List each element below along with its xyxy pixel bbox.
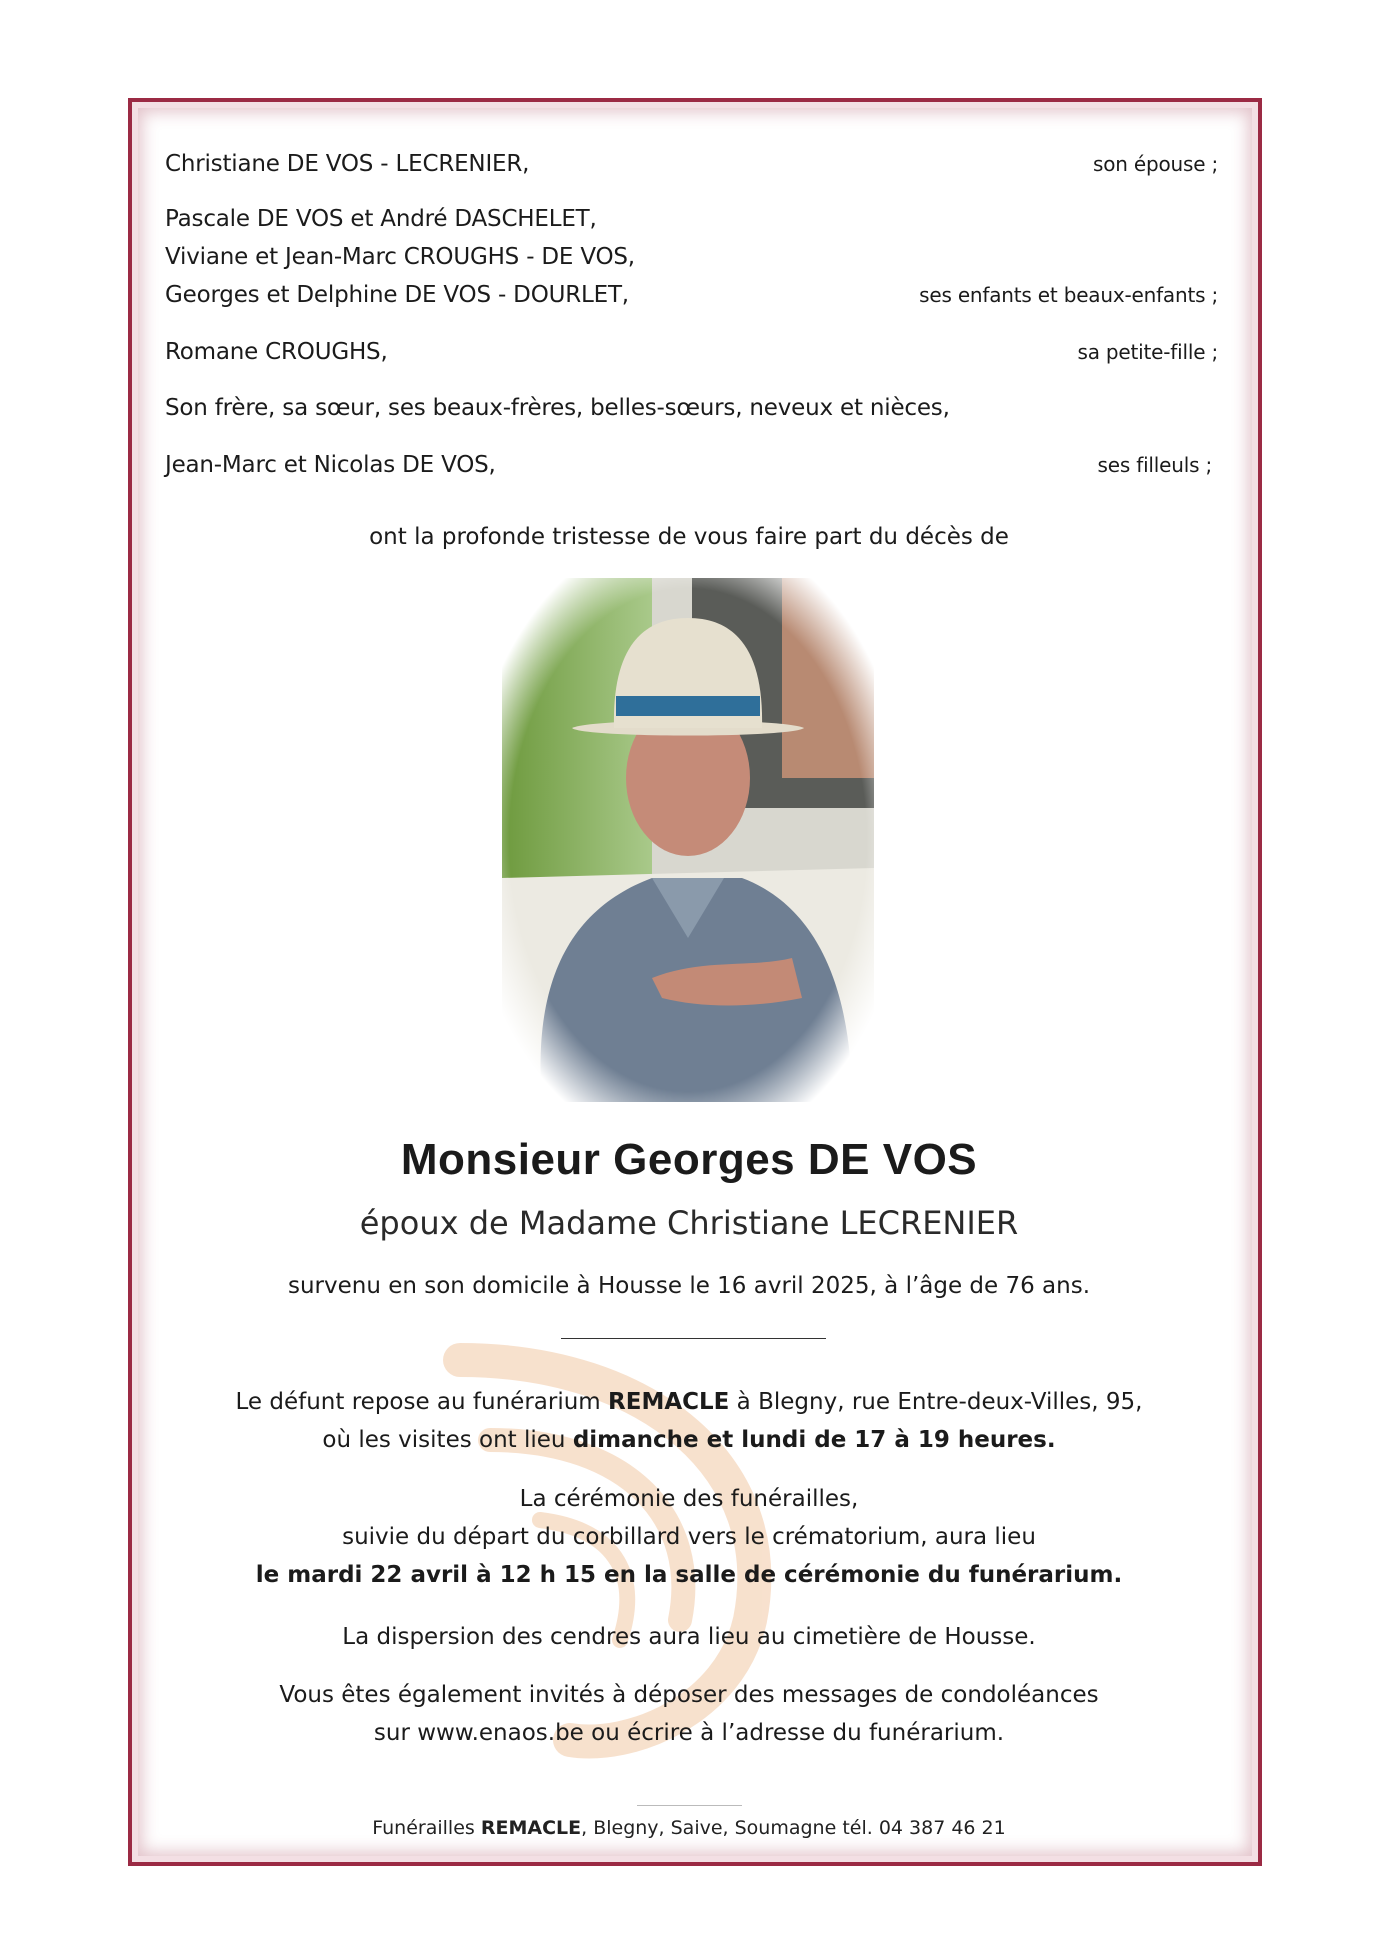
ashes-info: La dispersion des cendres aura lieu au cimetière de Housse. — [342, 1624, 1036, 1650]
family-name-line: Georges et Delphine DE VOS - DOURLET, — [165, 282, 629, 308]
visitation-line-1: Le défunt repose au funérarium REMACLE à Blegny, rue Entre-deux-Villes, 95, — [235, 1389, 1143, 1415]
family-relation: sa petite-fille ; — [1077, 340, 1218, 364]
visitation-info — [141, 1383, 1237, 1459]
family-relation: son épouse ; — [1092, 152, 1218, 176]
family-entry — [165, 446, 1218, 484]
family-name-line: Son frère, sa sœur, ses beaux-frères, belles-sœurs, neveux et nièces, — [165, 395, 950, 421]
portrait-photo — [502, 578, 874, 1102]
family-name-line: Viviane et Jean-Marc CROUGHS - DE VOS, — [165, 244, 635, 270]
family-relation: ses filleuls ; — [1097, 453, 1212, 477]
condolences-line-1: Vous êtes également invités à déposer des messages de condoléances — [279, 1682, 1099, 1708]
family-entry — [165, 145, 1218, 183]
ceremony-line-1: La cérémonie des funérailles, — [519, 1486, 859, 1512]
family-entry — [165, 389, 1218, 427]
deceased-name: Monsieur Georges DE VOS — [400, 1135, 978, 1184]
separator-line — [561, 1338, 826, 1339]
family-entry — [165, 200, 1218, 314]
family-name-line: Pascale DE VOS et André DASCHELET, — [165, 206, 597, 232]
condolences-info — [141, 1676, 1237, 1752]
family-name-line: Jean-Marc et Nicolas DE VOS, — [165, 452, 496, 478]
visitation-line-2: où les visites ont lieu dimanche et lundi de 17 à 19 heures. — [322, 1427, 1056, 1453]
family-name-line: Romane CROUGHS, — [165, 339, 388, 365]
family-name-line: Christiane DE VOS - LECRENIER, — [165, 151, 530, 177]
ceremony-line-3: le mardi 22 avril à 12 h 15 en la salle de cérémonie du funérarium. — [255, 1562, 1123, 1588]
footer: Funérailles REMACLE, Blegny, Saive, Soumagne tél. 04 387 46 21 — [372, 1817, 1006, 1839]
death-details: survenu en son domicile à Housse le 16 avril 2025, à l’âge de 76 ans. — [287, 1273, 1091, 1299]
deceased-spouse: époux de Madame Christiane LECRENIER — [359, 1204, 1019, 1242]
intro-text: ont la profonde tristesse de vous faire part du décès de — [369, 524, 1009, 550]
condolences-line-2: sur www.enaos.be ou écrire à l’adresse du funérarium. — [373, 1720, 1005, 1746]
ceremony-line-2: suivie du départ du corbillard vers le crématorium, aura lieu — [342, 1524, 1036, 1550]
family-entry — [165, 333, 1218, 371]
ceremony-info — [141, 1480, 1237, 1594]
footer-separator — [637, 1805, 742, 1806]
family-relation: ses enfants et beaux-enfants ; — [919, 283, 1218, 307]
